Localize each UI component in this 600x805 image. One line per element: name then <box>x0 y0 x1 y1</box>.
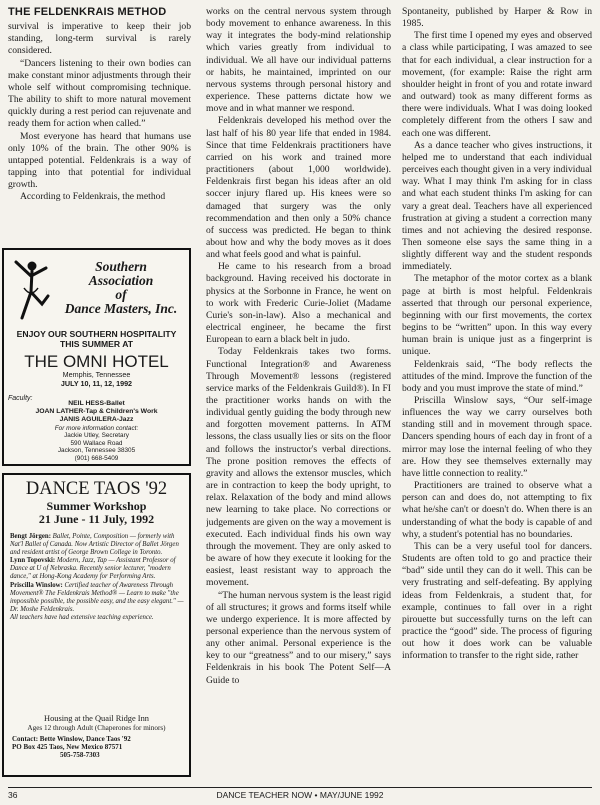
bio-text: Certified teacher of Awareness Through Movement® The Feldenkrais Method® — Learn to make "the impossible possible, the possible easy, and the easy elegant." — Dr. Moshe Feldenkrais. <box>10 581 184 613</box>
page-footer <box>8 787 592 802</box>
housing-info <box>4 715 189 732</box>
taos-contact <box>12 735 185 760</box>
contact-info <box>4 425 189 462</box>
paragraph: The metaphor of the motor cortex as a blank page at birth is most helpful. Feldenkrais asserted that through our personal experience, beginning with our first movements, the cortex begins to be “written” upon. In this way every human brain is unique just as a fingerprint is unique. <box>402 273 592 358</box>
hotel-name: THE OMNI HOTEL <box>24 352 169 371</box>
hotel-city: Memphis, Tennessee <box>62 370 131 379</box>
contact-line: Jackson, Tennessee 38305 <box>57 447 136 455</box>
taos-subtitle: Summer Workshop <box>46 499 147 513</box>
paragraph: The first time I opened my eyes and observed a class while participating, I was amazed to see that for each individual, a clear instruction for a movement, (for example: Raise the right arm shoulder height in front of you and rotate inward and outward) took as many different forms as there were individuals. What I was doing looked completely different from the others I saw and each one was different. <box>402 30 592 139</box>
housing-line: Housing at the Quail Ridge Inn <box>44 714 149 723</box>
contact-line: Contact: Bette Winslow, Dance Taos '92 <box>12 735 131 743</box>
faculty-item: JOAN LATHER-Tap & Children's Work <box>35 408 158 415</box>
paragraph: survival is imperative to keep their job standing, long-term survival is rarely considered. <box>8 21 191 57</box>
bio-item <box>10 533 184 557</box>
southern-association-ad <box>2 248 191 466</box>
bio-text: Modern, Jazz, Tap — Assistant Professor of Dance at U of Nebraska. Recently senior lecturer, "modern dance," at Hong-Kong Academy for Performing Arts. <box>10 557 176 581</box>
dancer-silhouette-icon <box>10 258 52 324</box>
paragraph: Feldenkrais said, “The body reflects the attitudes of the mind. Improve the function of the body and you must improve the state of mind.” <box>402 358 592 394</box>
association-name <box>56 260 186 316</box>
hospitality-line: ENJOY OUR SOUTHERN HOSPITALITY <box>16 329 177 339</box>
info-label: For more information contact: <box>54 425 139 432</box>
hotel-details <box>4 371 189 388</box>
faculty-item: NEIL HESS-Ballet <box>68 400 125 407</box>
teacher-bios <box>10 533 184 622</box>
bio-text: All teachers have had extensive teaching experience. <box>10 613 154 621</box>
taos-dates: 21 June - 11 July, 1992 <box>38 512 155 526</box>
housing-line: Ages 12 through Adult (Chaperones for minors) <box>27 723 166 732</box>
dance-taos-ad <box>2 473 191 777</box>
article-column-2 <box>206 6 391 781</box>
bio-name: Bengt Jörgen: <box>10 533 51 540</box>
bio-name: Priscilla Winslow: <box>10 581 63 589</box>
bio-item <box>10 582 184 614</box>
page-number: 36 <box>8 790 18 800</box>
paragraph: “Dancers listening to their own bodies can make constant minor adjustments through their whole self without compromising technique. The ability to shift to more natural movement quickly during a rest period can rejuvenate and ready them for action when called.” <box>8 57 191 130</box>
article-header: THE FELDENKRAIS METHOD <box>8 6 167 18</box>
assoc-line: of <box>115 287 127 302</box>
paragraph: Spontaneity, published by Harper & Row in 1985. <box>402 6 592 30</box>
paragraph: Practitioners are trained to observe what a person can and does do, not attempting to fix what he/she can't or doesn't do. When there is an understanding of what the body is capable of and why, a student's potential has no boundaries. <box>402 480 592 540</box>
hospitality-line: THIS SUMMER AT <box>59 339 134 349</box>
assoc-line: Southern <box>95 259 147 274</box>
event-dates: JULY 10, 11, 12, 1992 <box>60 378 133 388</box>
bio-name: Lynn Topovski: <box>10 557 56 565</box>
paragraph: He came to his research from a broad background. Having received his doctorate in physics at the Sorbonne in France, he went on to work with Frederic Curie-Joliet (Madame Curie's son-in-law). Also a mechanical and electrical engineer, he became the first European to earn a black belt in judo. <box>206 261 391 346</box>
contact-line: 590 Wallace Road <box>70 439 123 447</box>
paragraph: According to Feldenkrais, the method <box>20 191 166 203</box>
faculty-item: JANIS AGUILERA-Jazz <box>59 416 134 423</box>
bio-text: Ballet, Pointe, Composition — formerly with Nat'l Ballet of Canada. Now Artistic Director of Ballet Jörgen and resident artist of George Brown College in Toronto. <box>10 533 179 557</box>
paragraph: “The human nervous system is the least rigid of all structures; it grows and forms itself while we undergo experience. It is more affected by personal experience than the nervous system of any other animal. Personal experience is the key to our “greatness” and to our misery,” says Feldenkrais in his book The Potent Self—A Guide to <box>206 589 391 686</box>
paragraph: Feldenkrais developed his method over the last half of his 80 year life that ended in 1984. Since that time Feldenkrais practitioners have carried on his work and trained more practitioners (about 1,000 worldwide). Feldenkrais first began his ideas after an old soccer injury flared up. His knees were so damaged that surgery was the only recommendation and then only a 50% chance of success was predicted. He began to think about how and why the body moves as it does and what feels good and what is painful. <box>206 115 391 261</box>
taos-title: DANCE TAOS '92 <box>25 479 168 499</box>
faculty-list <box>4 400 189 424</box>
assoc-line: Association <box>88 273 154 288</box>
paragraph: Priscilla Winslow says, “Our self-image influences the way we carry ourselves both standing still and in movement through space. Dancers spending hours of each day in front of a mirror may lose the internal feeling of who they are. How they see themselves externally may have little connection to reality.” <box>402 395 592 479</box>
contact-phone: 505-758-7303 <box>60 751 100 760</box>
paragraph: This can be a very useful tool for dancers. Students are often told to go and practice their “bad” side until they can do it well. This can be very frustrating and self-defeating. By applying ideas from Feldenkrais, a student that, for example, continues to fall over in a right pirouette but successfully turns on the left can practice the “good” side. The process of figuring out how it does work can be valuable information to transfer to the right side, rather <box>402 540 592 662</box>
assoc-line: Dance Masters, Inc. <box>64 301 178 316</box>
article-column-3 <box>402 6 592 781</box>
paragraph: works on the central nervous system through body movement to enhance awareness. In this way it integrates the body-mind relationship which varies greatly from individual to individual. We all have our individual patterns or habits, he maintained, imprinted on our nervous systems through personal history and experience. These patterns dictate how we move and in what manner we respond. <box>206 6 391 115</box>
contact-line: PO Box 425 Taos, New Mexico 87571 <box>12 743 123 752</box>
paragraph: Most everyone has heard that humans use only 10% of the brain. The other 90% is untapped potential. Feldenkrais is a way of tapping into that potential for individual growth. <box>8 130 191 191</box>
paragraph: As a dance teacher who gives instructions, it helped me to understand that each individual perceives each thought given in a very individual way. What I may think I'm asking for in class and what each student thinks I'm asking for can vary a great deal. Teachers have all experienced frustration at giving a student a correction many times and not achieving the desired response. Then someone else says the same thing in a slightly different way and the student responds immediately. <box>402 139 592 273</box>
contact-line: Jackie Utley, Secretary <box>64 432 129 440</box>
contact-line: (901) 668-5409 <box>74 454 119 462</box>
bio-item <box>10 557 184 581</box>
hospitality-text <box>4 329 189 349</box>
paragraph: Today Feldenkrais takes two forms. Functional Integration® and Awareness Through Movement® lessons (registered service marks of the Feldenkrais Guild®). In FI the practitioner works hands on with the individual gently guiding the body through new and forgotten movement patterns. In ATM lessons, the class usually lies or sits on the floor and follows the instructor's verbal directions. The prone position removes the effects of gravity and allows the extensor muscles, which are in contraction to keep the body upright, to relax. Relaxation of the body and mind allows new learning to take place. No corrections or judgements are given on the way a movement is executed. Each individual finds his own way through the movement. They are only asked to be aware of how they execute it looking for the easiest, least resistant way to approach the movement. <box>206 346 391 589</box>
faculty-label: Faculty: <box>8 395 33 402</box>
magazine-issue: DANCE TEACHER NOW • MAY/JUNE 1992 <box>216 790 384 800</box>
bio-item <box>10 614 184 622</box>
